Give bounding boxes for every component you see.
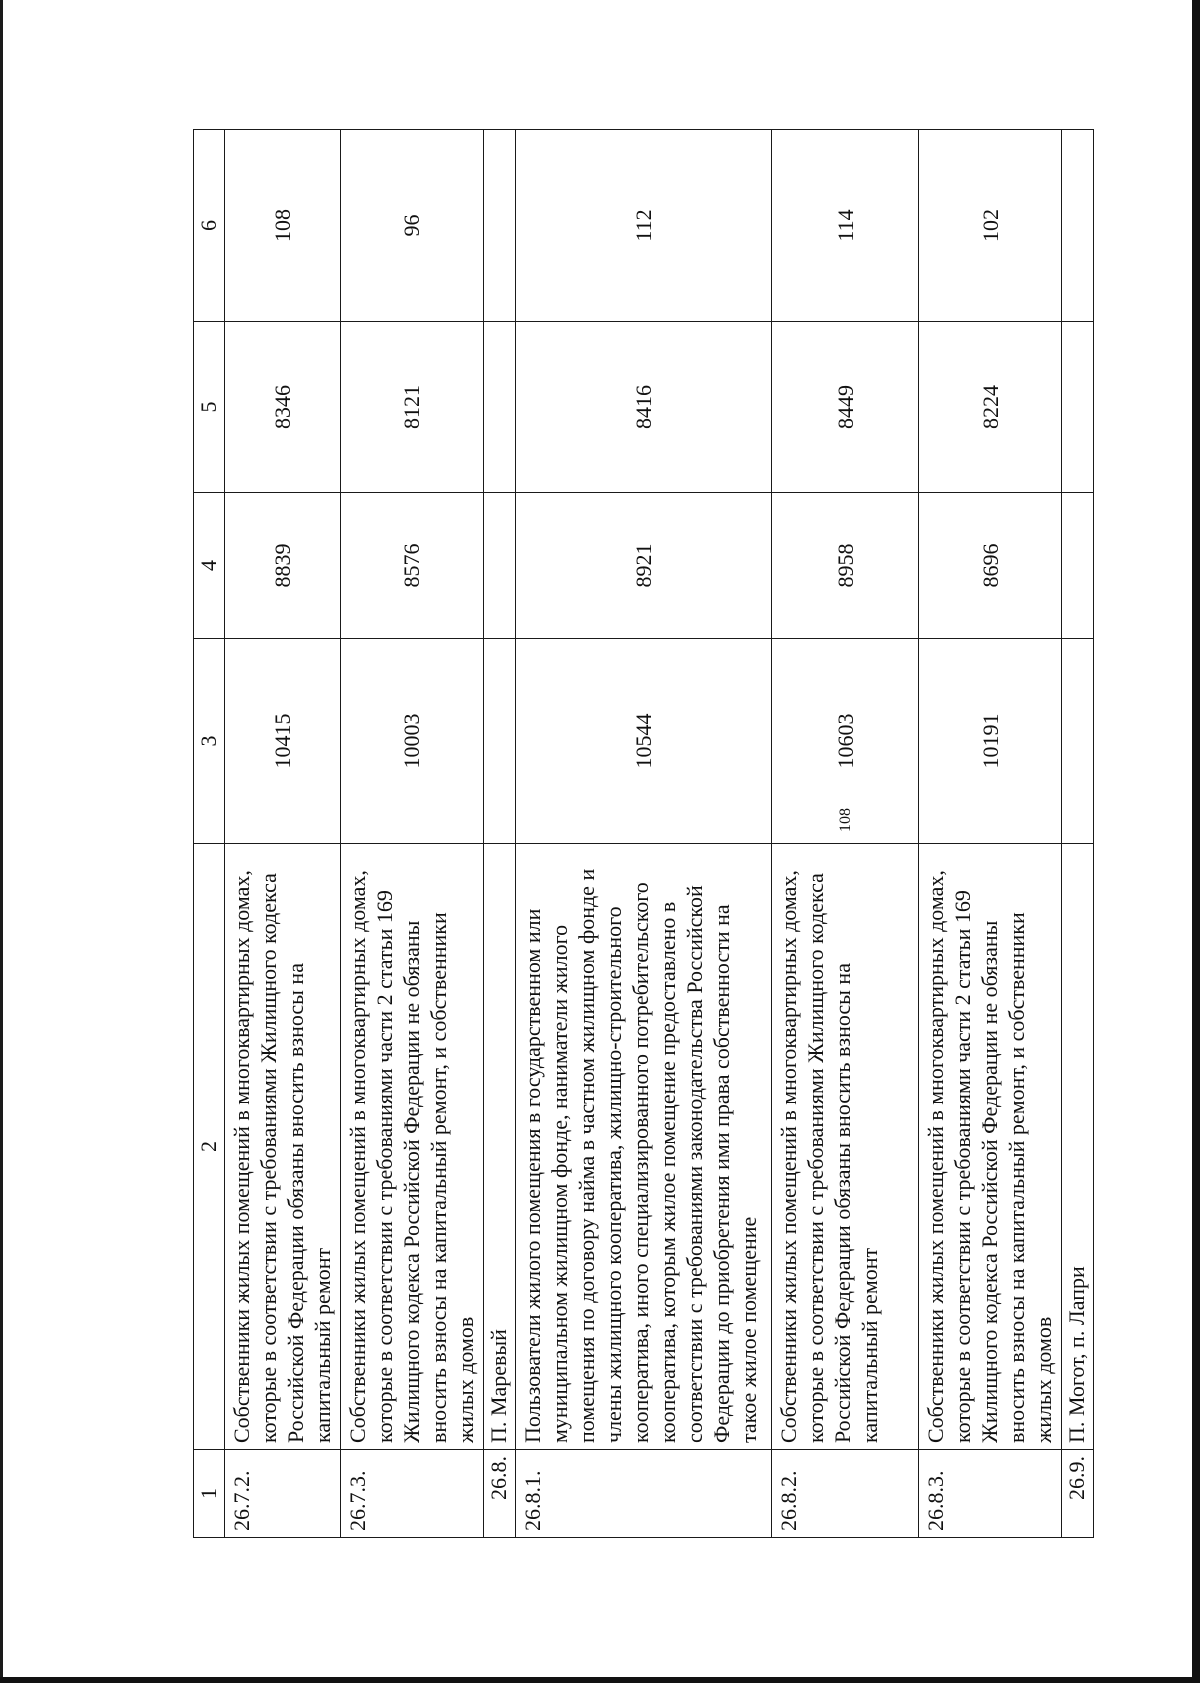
row-description: Собственники жилых помещений в многоквартирных домах, которые в соответствии с требованиями Жилищного кодекса Российской Федерации обязаны вносить взносы на капитальный ремонт: [772, 844, 919, 1450]
row-value-col-5: 8346: [224, 322, 340, 493]
row-value-col-3: 10191: [919, 639, 1062, 844]
row-value-col-6: 108: [224, 130, 340, 322]
row-value-col-3: 10415: [224, 639, 340, 844]
row-value-col-6: 96: [340, 130, 483, 322]
row-code: 26.7.2.: [224, 1450, 340, 1538]
row-value-col-6: 102: [919, 130, 1062, 322]
section-code: 26.8.: [483, 1450, 515, 1538]
header-col-1: 1: [194, 1450, 225, 1538]
scan-edge-right: [1192, 0, 1200, 1683]
row-value-col-5: 8416: [515, 322, 772, 493]
row-value-col-3: 10003: [340, 639, 483, 844]
row-description: Пользователи жилого помещения в государственном или муниципальном жилищном фонде, наниматели жилого помещения по договору найма в частном жилищном фонде и члены жилищного кооператива, жилищно-строительного кооператива, иного специализированного потребительского кооператива, которым жилое помещение предоставлено в соответствии с требованиями законодательства Российской Федерации до приобретения ими права собственности на такое жилое помещение: [515, 844, 772, 1450]
table-section-row: [1062, 130, 1094, 1538]
row-value-col-5: [1062, 322, 1094, 493]
row-code: 26.8.2.: [772, 1450, 919, 1538]
row-value-col-4: 8839: [224, 493, 340, 639]
row-value-col-3: 10603: [772, 639, 919, 844]
header-col-5: 5: [194, 322, 225, 493]
section-title: П. Маревый: [483, 844, 515, 1450]
header-col-6: 6: [194, 130, 225, 322]
row-value-col-6: 114: [772, 130, 919, 322]
row-description: Собственники жилых помещений в многоквартирных домах, которые в соответствии с требованиями части 2 статьи 169 Жилищного кодекса Российской Федерации не обязаны вносить взносы на капитальный ремонт, и собственники жилых домов: [919, 844, 1062, 1450]
row-value-col-4: [483, 493, 515, 639]
row-value-col-4: 8696: [919, 493, 1062, 639]
rotated-page-content: [193, 130, 1094, 1538]
row-description: Собственники жилых помещений в многоквартирных домах, которые в соответствии с требованиями Жилищного кодекса Российской Федерации обязаны вносить взносы на капитальный ремонт: [224, 844, 340, 1450]
table-header-row: [194, 130, 225, 1538]
row-value-col-5: 8449: [772, 322, 919, 493]
row-code: 26.7.3.: [340, 1450, 483, 1538]
row-value-col-4: [1062, 493, 1094, 639]
scan-edge-bottom: [0, 1677, 1200, 1683]
section-code: 26.9.: [1062, 1450, 1094, 1538]
row-value-col-5: 8121: [340, 322, 483, 493]
scan-edge-left: [0, 0, 3, 1683]
row-value-col-4: 8576: [340, 493, 483, 639]
table-row: [515, 130, 772, 1538]
row-value-col-4: 8958: [772, 493, 919, 639]
table-row: [772, 130, 919, 1538]
header-col-3: 3: [194, 639, 225, 844]
table-section-row: [483, 130, 515, 1538]
row-code: 26.8.3.: [919, 1450, 1062, 1538]
row-value-col-6: 112: [515, 130, 772, 322]
section-title: П. Могот, п. Лапри: [1062, 844, 1094, 1450]
row-code: 26.8.1.: [515, 1450, 772, 1538]
table-row: [224, 130, 340, 1538]
row-value-col-5: 8224: [919, 322, 1062, 493]
row-value-col-3: 10544: [515, 639, 772, 844]
header-col-4: 4: [194, 493, 225, 639]
table-row: [340, 130, 483, 1538]
row-value-col-6: [1062, 130, 1094, 322]
table-row: [919, 130, 1062, 1538]
tariff-table: [193, 129, 1094, 1538]
row-value-col-5: [483, 322, 515, 493]
row-description: Собственники жилых помещений в многоквартирных домах, которые в соответствии с требованиями части 2 статьи 169 Жилищного кодекса Российской Федерации не обязаны вносить взносы на капитальный ремонт, и собственники жилых домов: [340, 844, 483, 1450]
row-value-col-6: [483, 130, 515, 322]
row-value-col-4: 8921: [515, 493, 772, 639]
row-value-col-3: [483, 639, 515, 844]
row-value-col-3: [1062, 639, 1094, 844]
header-col-2: 2: [194, 844, 225, 1450]
page-number: 108: [837, 808, 854, 832]
